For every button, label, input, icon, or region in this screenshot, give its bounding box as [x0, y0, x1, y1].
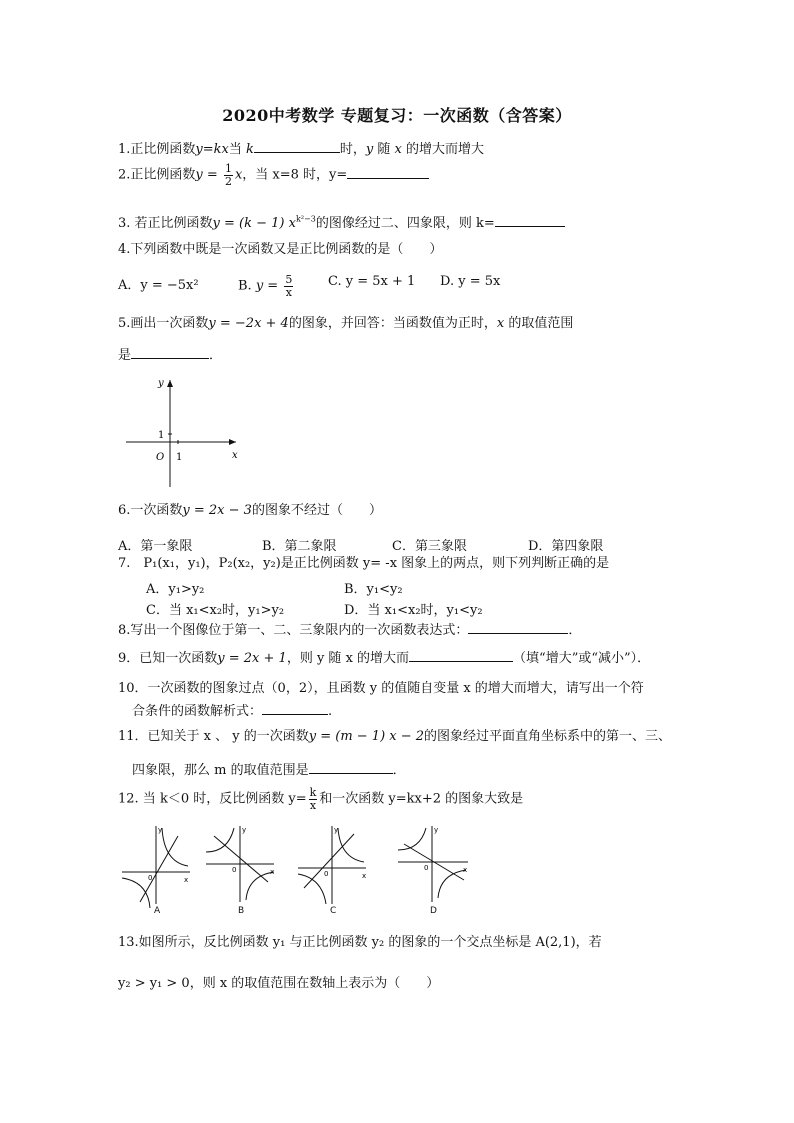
- question-10-cont: [132, 702, 332, 721]
- q12-c-x: x: [362, 872, 367, 880]
- q8-period: ．: [568, 623, 582, 638]
- q7-option-d[interactable]: D．当 x₁<x₂时，y₁<y₂: [344, 603, 483, 618]
- q12-label-a[interactable]: A: [154, 906, 161, 916]
- q5-var: x: [496, 316, 505, 331]
- q11-expr: y = (m − 1) x − 2: [308, 729, 425, 744]
- q7-option-b[interactable]: B．y₁<y₂: [344, 582, 403, 597]
- q1-var: k: [246, 142, 254, 157]
- q2-var-y: y: [195, 167, 203, 183]
- q12-fraction: [309, 787, 318, 811]
- q2-fraction: [224, 163, 233, 187]
- page-title: 2020中考数学 专题复习：一次函数（含答案）: [222, 106, 572, 125]
- q9-answer-blank[interactable]: [409, 649, 513, 662]
- q5-y-label: y: [158, 378, 164, 389]
- q6-option-b[interactable]: B．第二象限: [262, 539, 337, 554]
- q3-text: 3. 若正比例函数: [118, 216, 213, 231]
- q12-c-o: 0: [324, 870, 329, 878]
- q10-answer-blank[interactable]: [262, 702, 328, 715]
- question-2: [118, 163, 429, 187]
- q12-a-x: x: [184, 876, 189, 884]
- q2-num: 1: [224, 162, 232, 175]
- q8-text: 8.写出一个图像位于第一、二、三象限内的一次函数表达式：: [118, 623, 469, 638]
- q4-option-b-expr: y =: [255, 278, 283, 294]
- q11-period: ．: [392, 763, 406, 778]
- q6-text-c: 的图象不经过（ ）: [251, 503, 382, 518]
- q12-d-o: 0: [424, 864, 429, 872]
- question-11-cont: [132, 761, 406, 780]
- q12-graphs: [118, 822, 478, 922]
- q1-text: 1.正比例函数: [118, 142, 196, 157]
- q12-text: 12. 当 k＜0 时，反比例函数 y=: [118, 791, 307, 807]
- q4-option-b[interactable]: [238, 274, 295, 298]
- q12-num: k: [309, 786, 317, 799]
- question-4: 4.下列函数中既是一次函数又是正比例函数的是（ ）: [118, 242, 443, 257]
- question-10: 10．一次函数的图象过点（0，2），且函数 y 的值随自变量 x 的增大而增大，请写出一个符: [118, 681, 644, 696]
- q12-graph-c[interactable]: [298, 826, 366, 904]
- q5-answer-blank[interactable]: [131, 346, 209, 359]
- q11-text-d: 四象限，那么 m 的取值范围是: [132, 763, 309, 778]
- q1-var-y: y: [365, 142, 374, 157]
- q12-label-b[interactable]: B: [238, 906, 245, 916]
- q5-x-arrow: [229, 439, 236, 445]
- q3-exponent: k²−3: [295, 214, 316, 224]
- q1-text-c: 当: [228, 142, 246, 157]
- q5-one-x: 1: [176, 452, 183, 463]
- q7-option-c[interactable]: C．当 x₁<x₂时，y₁>y₂: [146, 603, 285, 618]
- q12-graph-b[interactable]: [206, 826, 274, 902]
- q11-text: 11．已知关于 x 、 y 的一次函数: [118, 729, 309, 744]
- q1-text-i: 的增大而增大: [401, 142, 485, 157]
- question-13: 13.如图所示，反比例函数 y₁ 与正比例函数 y₂ 的图象的一个交点坐标是 A(2,1)，若: [118, 935, 602, 950]
- question-3: [118, 214, 565, 233]
- q9-expr: y = 2x + 1: [217, 651, 287, 666]
- question-5: [118, 316, 573, 333]
- q11-text-c: 的图象经过平面直角坐标系中的第一、三、: [424, 729, 672, 744]
- q12-graph-d[interactable]: [398, 826, 468, 902]
- q5-text-f: 是: [118, 348, 132, 363]
- q4-option-c[interactable]: C. y = 5x + 1: [328, 274, 416, 289]
- q4-den: x: [285, 285, 292, 299]
- q12-c-y: y: [334, 826, 339, 834]
- q12-b-o: 0: [232, 866, 237, 874]
- q4-option-a[interactable]: A．y = −5x²: [118, 278, 199, 293]
- q5-text: 5.画出一次函数: [118, 316, 209, 331]
- q3-expr: y = (k − 1) x: [212, 216, 296, 231]
- q2-eq: =: [202, 167, 222, 183]
- q5-one-y: 1: [158, 430, 165, 441]
- q4-num: 5: [285, 273, 293, 286]
- q1-answer-blank[interactable]: [254, 140, 340, 153]
- q4-option-b-fraction: [284, 274, 293, 298]
- q12-b-y: y: [242, 826, 247, 834]
- q5-coordinate-axes: [118, 372, 248, 492]
- q9-text: 9．已知一次函数: [118, 651, 218, 666]
- question-6: [118, 503, 382, 520]
- q12-den: x: [309, 798, 317, 812]
- q12-a-y: y: [158, 826, 163, 834]
- q12-text-b: 和一次函数 y=kx+2 的图象大致是: [319, 791, 524, 807]
- question-7: 7. P₁(x₁，y₁)，P₂(x₂，y₂)是正比例函数 y= -x 图象上的两点，则下列判断正确的是: [118, 556, 610, 571]
- q10-period: .: [328, 704, 333, 719]
- q2-text-e: ，当 x=8 时，y=: [242, 167, 348, 183]
- q5-period: ．: [209, 348, 223, 363]
- question-9: [118, 649, 650, 668]
- q1-text-e: 时，: [339, 142, 366, 157]
- q9-text-d: （填“增大”或“减小”）．: [513, 651, 651, 666]
- q2-text: 2.正比例函数: [118, 167, 196, 183]
- q5-text-e: 的取值范围: [504, 316, 574, 331]
- q7-option-a[interactable]: A．y₁>y₂: [146, 582, 205, 597]
- q12-label-c[interactable]: C: [330, 906, 337, 916]
- question-13-cont: y₂ > y₁ > 0，则 x 的取值范围在数轴上表示为（ ）: [118, 976, 440, 991]
- q4-option-b-label: B.: [238, 278, 252, 294]
- q2-var-x: x: [234, 167, 243, 183]
- q12-d-x: x: [463, 866, 468, 874]
- q6-option-a[interactable]: A．第一象限: [118, 539, 193, 554]
- question-12: [118, 787, 523, 811]
- q9-text-c: ，则 y 随 x 的增大而: [286, 651, 410, 666]
- q12-graph-a[interactable]: [122, 826, 190, 908]
- q11-answer-blank[interactable]: [309, 761, 393, 774]
- q5-y-arrow: [167, 380, 173, 387]
- q1-text-g: 随: [373, 142, 395, 157]
- question-11: [118, 729, 671, 746]
- q10-text-b: 合条件的函数解析式：: [132, 704, 263, 719]
- q12-label-d[interactable]: D: [430, 906, 437, 916]
- q5-x-label: x: [232, 450, 238, 461]
- q1-var-x: x: [394, 142, 402, 157]
- q3-answer-blank[interactable]: [495, 214, 565, 227]
- q12-d-y: y: [434, 826, 439, 834]
- q2-den: 2: [224, 174, 232, 188]
- q4-option-d[interactable]: D. y = 5x: [440, 274, 501, 289]
- q6-option-d[interactable]: D．第四象限: [528, 539, 604, 554]
- q5-origin-label: O: [156, 452, 165, 463]
- q1-expr: y=kx: [195, 142, 229, 157]
- q8-answer-blank[interactable]: [468, 621, 568, 634]
- question-8: [118, 621, 581, 640]
- question-5-cont: [118, 346, 222, 365]
- question-1: [118, 140, 484, 159]
- q12-b-x: x: [270, 868, 275, 876]
- q5-text-c: 的图象，并回答：当函数值为正时，: [288, 316, 497, 331]
- q6-option-c[interactable]: C．第三象限: [392, 539, 467, 554]
- q12-a-o: 0: [148, 874, 153, 882]
- q6-expr: y = 2x − 3: [182, 503, 252, 518]
- q6-text: 6.一次函数: [118, 503, 183, 518]
- q5-expr: y = −2x + 4: [208, 316, 289, 331]
- q3-text-c: 的图像经过二、四象限，则 k=: [315, 216, 495, 231]
- q2-answer-blank[interactable]: [347, 166, 429, 179]
